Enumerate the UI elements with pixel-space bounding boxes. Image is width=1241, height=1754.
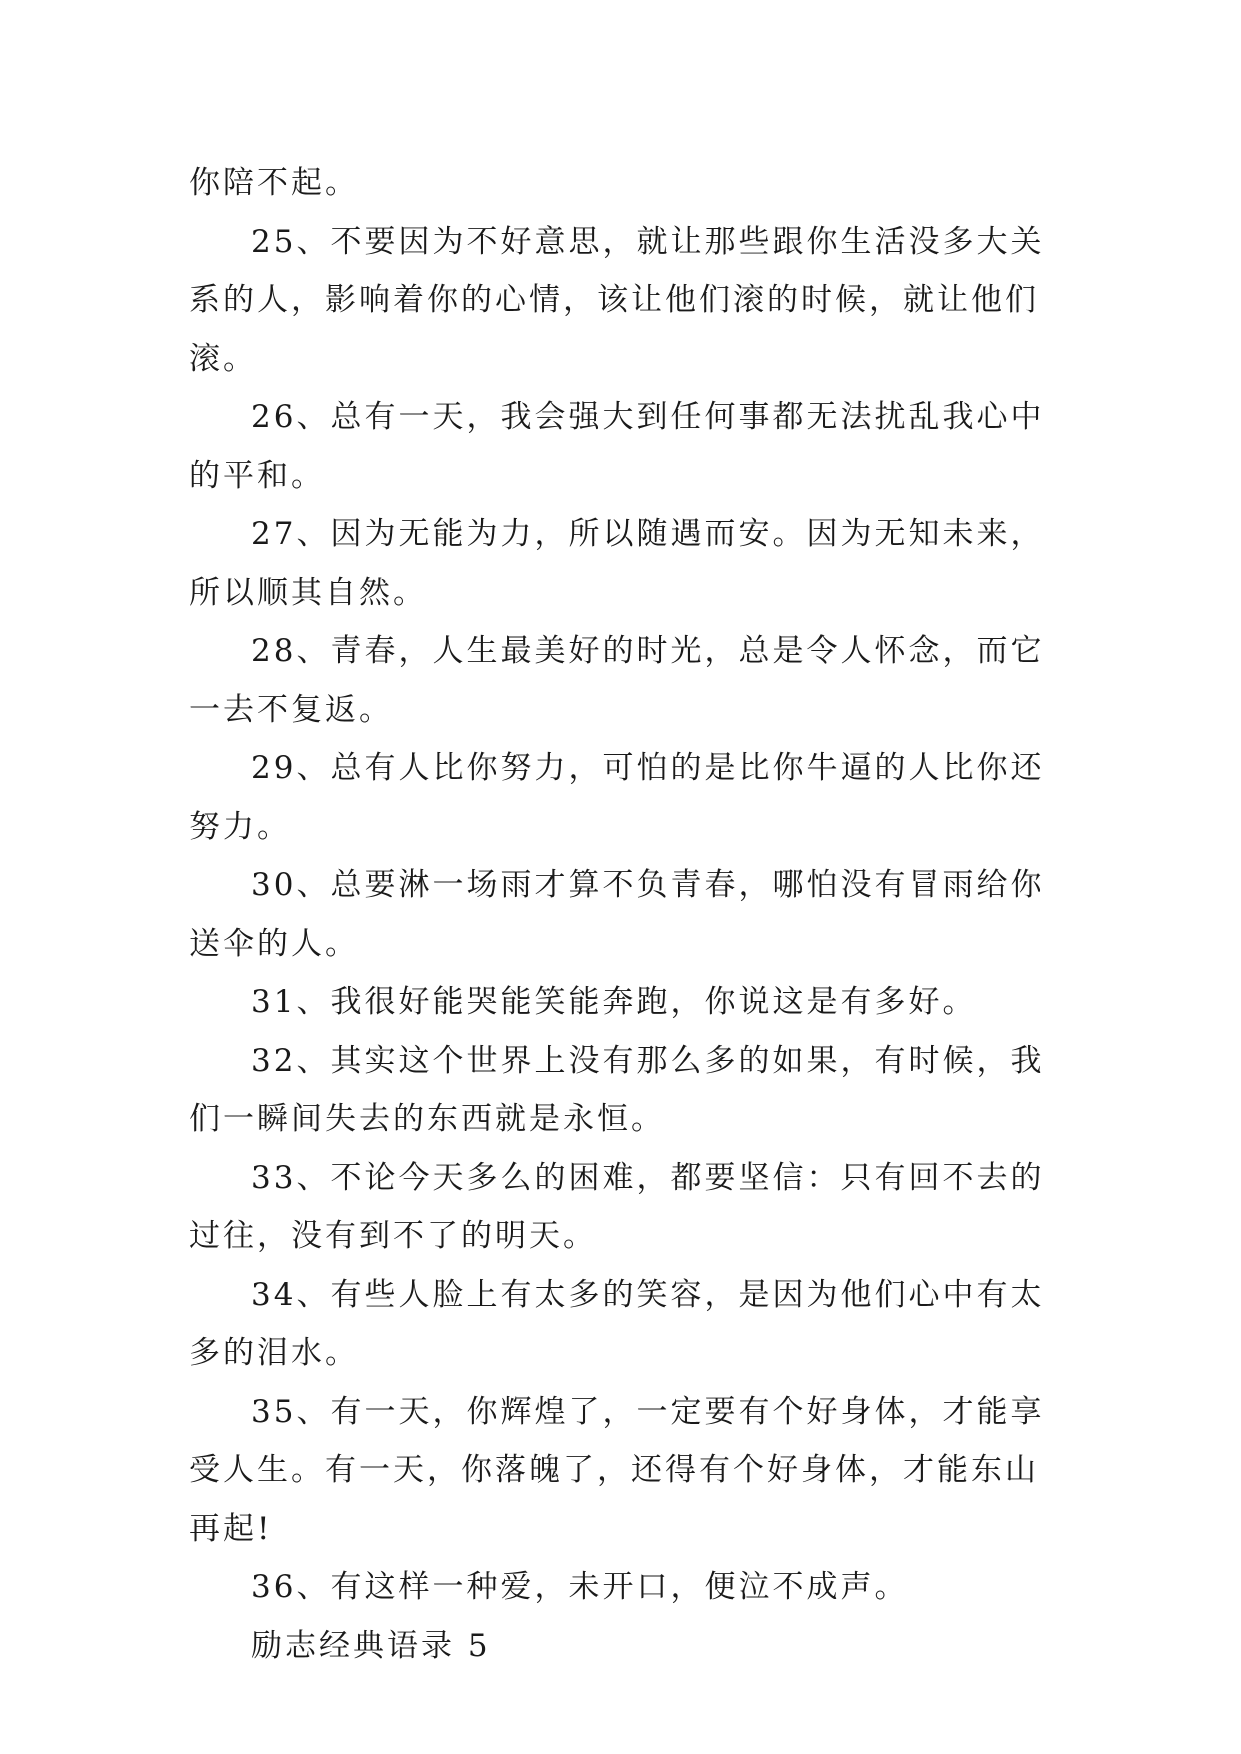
quote-28: 28、青春，人生最美好的时光，总是令人怀念，而它一去不复返。 [189,633,1045,728]
quote-32: 32、其实这个世界上没有那么多的如果，有时候，我们一瞬间失去的东西就是永恒。 [189,1042,1045,1137]
document-body [189,154,1069,1675]
quote-31: 31、我很好能哭能笑能奔跑，你说这是有多好。 [251,984,977,1020]
quote-27: 27、因为无能为力，所以随遇而安。因为无知未来，所以顺其自然。 [189,516,1045,611]
section-heading: 励志经典语录 5 [251,1627,491,1664]
quote-26: 26、总有一天，我会强大到任何事都无法扰乱我心中的平和。 [189,399,1045,494]
paragraph-continuation: 你陪不起。 [189,165,359,201]
quote-33: 33、不论今天多么的困难，都要坚信：只有回不去的过往，没有到不了的明天。 [189,1159,1045,1254]
quote-35: 35、有一天，你辉煌了，一定要有个好身体，才能享受人生。有一天，你落魄了，还得有个好身体，才能东山再起! [189,1393,1045,1547]
quote-36: 36、有这样一种爱，未开口，便泣不成声。 [251,1569,909,1605]
quote-30: 30、总要淋一场雨才算不负青春，哪怕没有冒雨给你送伞的人。 [189,867,1045,962]
quote-29: 29、总有人比你努力，可怕的是比你牛逼的人比你还努力。 [189,750,1045,845]
quote-25: 25、不要因为不好意思，就让那些跟你生活没多大关系的人，影响着你的心情，该让他们滚的时候，就让他们滚。 [189,223,1045,377]
quote-34: 34、有些人脸上有太多的笑容，是因为他们心中有太多的泪水。 [189,1276,1045,1371]
